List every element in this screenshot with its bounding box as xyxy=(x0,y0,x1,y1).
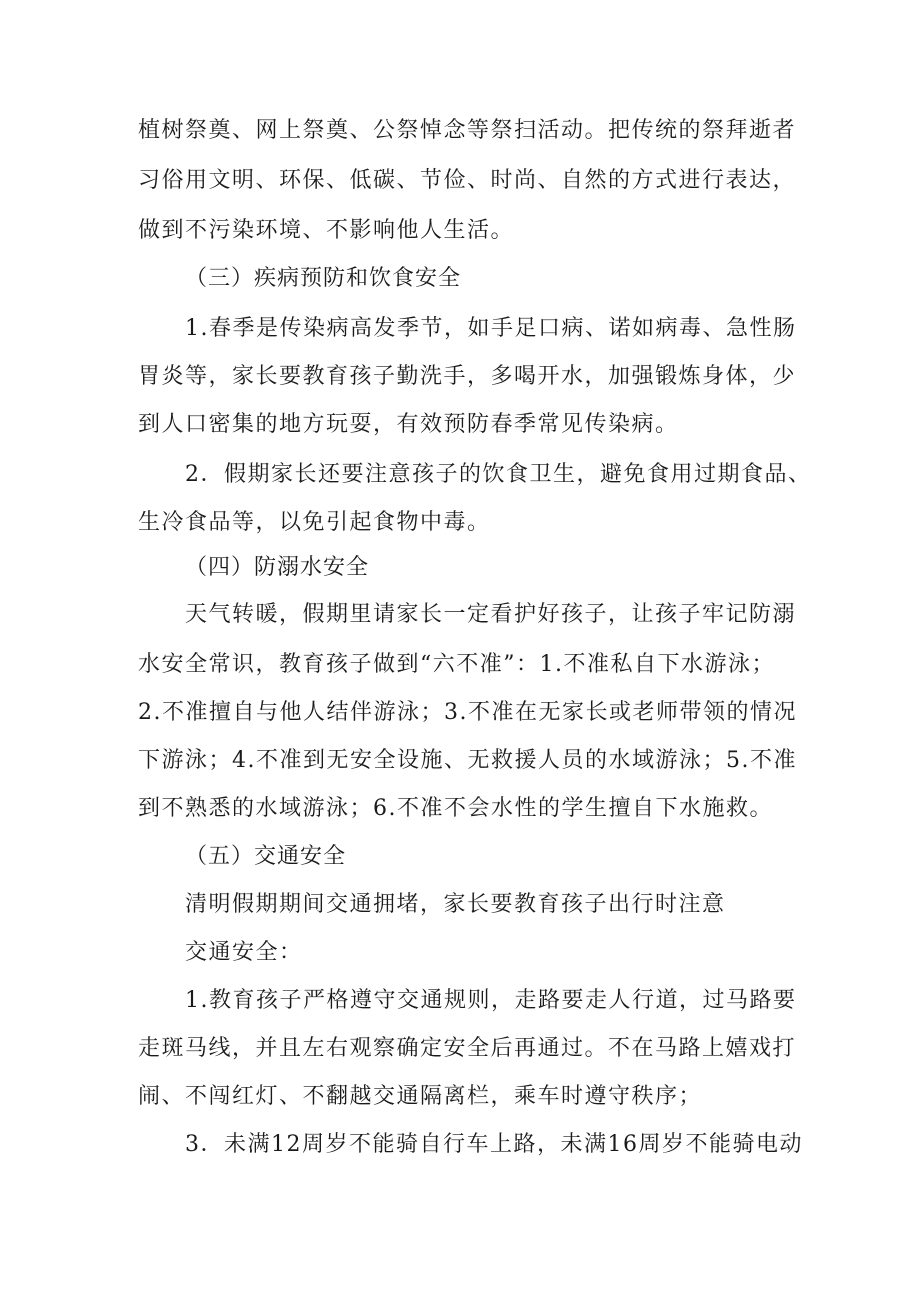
text-line: 清明假期期间交通拥堵，家长要教育孩子出行时注意 xyxy=(185,892,726,917)
text-line: 走斑马线，并且左右观察确定安全后再通过。不在马路上嬉戏打 xyxy=(138,1036,797,1061)
section-heading-disease: （三）疾病预防和饮食安全 xyxy=(185,266,462,291)
text-line: 植树祭奠、网上祭奠、公祭悼念等祭扫活动。把传统的祭拜逝者 xyxy=(138,118,797,143)
text-line: 交通安全： xyxy=(185,940,303,965)
text-line: 生冷食品等，以免引起食物中毒。 xyxy=(138,510,491,535)
text-line: 习俗用文明、环保、低碳、节俭、时尚、自然的方式进行表达， xyxy=(138,168,797,193)
section-heading-traffic: （五）交通安全 xyxy=(185,844,347,869)
text-line: 天气转暖，假期里请家长一定看护好孩子，让孩子牢记防溺 xyxy=(185,602,797,627)
text-line: 2.不准擅自与他人结伴游泳；3.不准在无家长或老师带领的情况 xyxy=(138,700,797,725)
section-heading-drowning: （四）防溺水安全 xyxy=(185,555,370,580)
text-line: 下游泳；4.不准到无安全设施、无救援人员的水域游泳；5.不准 xyxy=(138,748,797,773)
text-line: 胃炎等，家长要教育孩子勤洗手，多喝开水，加强锻炼身体，少 xyxy=(138,364,797,389)
text-line: 闹、不闯红灯、不翻越交通隔离栏，乘车时遵守秩序； xyxy=(138,1084,703,1109)
text-line: 水安全常识，教育孩子做到“六不准”：1.不准私自下水游泳； xyxy=(138,652,775,677)
text-line: 1.春季是传染病高发季节，如手足口病、诺如病毒、急性肠 xyxy=(185,316,797,341)
text-line: 1.教育孩子严格遵守交通规则，走路要走人行道，过马路要 xyxy=(185,988,797,1013)
text-line: 做到不污染环境、不影响他人生活。 xyxy=(138,218,515,243)
text-line: 3．未满12周岁不能骑自行车上路，未满16周岁不能骑电动 xyxy=(185,1132,803,1157)
text-line: 到人口密集的地方玩耍，有效预防春季常见传染病。 xyxy=(138,412,679,437)
text-line: 到不熟悉的水域游泳；6.不准不会水性的学生擅自下水施救。 xyxy=(138,796,773,821)
text-line: 2．假期家长还要注意孩子的饮食卫生，避免食用过期食品、 xyxy=(185,462,812,487)
